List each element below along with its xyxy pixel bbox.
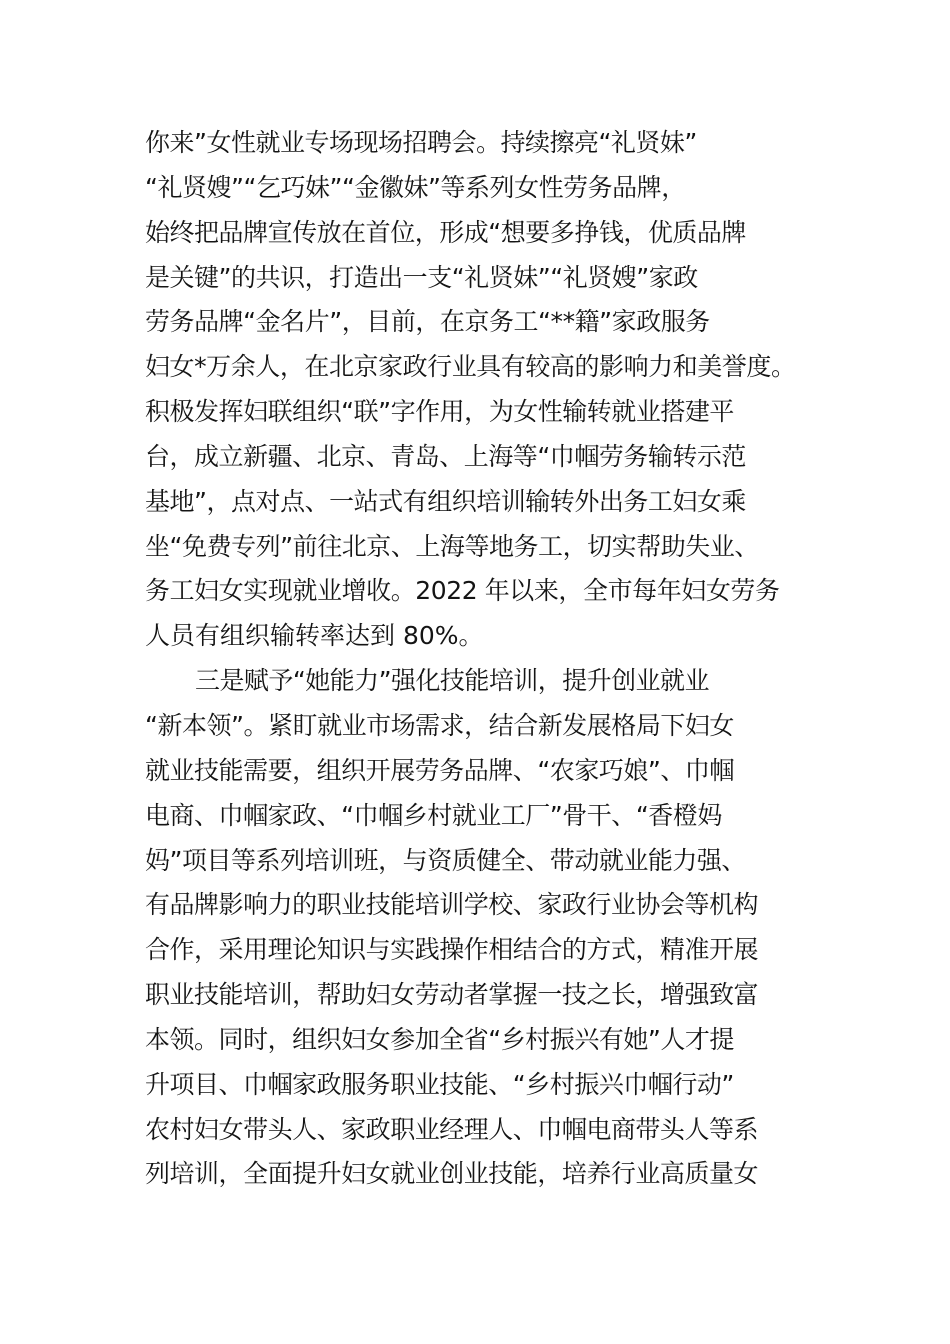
- text-line: 坐“免费专列”前往北京、上海等地务工，切实帮助失业、: [145, 531, 759, 561]
- text-line: 劳务品牌“金名片”，目前，在京务工“**籍”家政服务: [145, 307, 710, 337]
- text-line: 妇女*万余人，在北京家政行业具有较高的影响力和美誉度。: [145, 352, 796, 382]
- text-line: 升项目、巾帼家政服务职业技能、“乡村振兴巾帼行动”: [145, 1069, 734, 1099]
- text-line: 你来”女性就业专场现场招聘会。持续擦亮“礼贤妹”: [145, 128, 697, 157]
- text-line: 务工妇女实现就业增收。2022 年以来，全市每年妇女劳务: [145, 576, 780, 606]
- text-line: “礼贤嫂”“乞巧妹”“金徽妹”等系列女性劳务品牌，: [145, 172, 686, 202]
- text-line: 列培训，全面提升妇女就业创业技能，培养行业高质量女: [145, 1159, 759, 1189]
- text-line: 电商、巾帼家政、“巾帼乡村就业工厂”骨干、“香橙妈: [145, 800, 722, 830]
- text-line: “新本领”。紧盯就业市场需求，结合新发展格局下妇女: [145, 710, 734, 740]
- text-line: 本领。同时，组织妇女参加全省“乡村振兴有她”人才提: [145, 1024, 734, 1054]
- text-line: 人员有组织输转率达到 80%。: [145, 621, 484, 651]
- text-line: 三是赋予“她能力”强化技能培训，提升创业就业: [195, 666, 709, 696]
- text-line: 台，成立新疆、北京、青岛、上海等“巾帼劳务输转示范: [145, 441, 746, 471]
- document-body-text: [145, 121, 825, 1197]
- text-line: 农村妇女带头人、家政职业经理人、巾帼电商带头人等系: [145, 1114, 759, 1144]
- text-line: 合作，采用理论知识与实践操作相结合的方式，精准开展: [145, 935, 759, 965]
- text-line: 始终把品牌宣传放在首位，形成“想要多挣钱，优质品牌: [145, 217, 746, 247]
- text-line: 妈”项目等系列培训班，与资质健全、带动就业能力强、: [145, 845, 746, 875]
- text-line: 是关键”的共识，打造出一支“礼贤妹”“礼贤嫂”家政: [145, 262, 698, 292]
- text-line: 职业技能培训，帮助妇女劳动者掌握一技之长，增强致富: [145, 980, 759, 1010]
- text-line: 积极发挥妇联组织“联”字作用，为女性输转就业搭建平: [145, 397, 734, 427]
- text-line: 有品牌影响力的职业技能培训学校、家政行业协会等机构: [145, 890, 759, 920]
- text-line: 基地”，点对点、一站式有组织培训输转外出务工妇女乘: [145, 486, 746, 516]
- text-line: 就业技能需要，组织开展劳务品牌、“农家巧娘”、巾帼: [145, 755, 734, 785]
